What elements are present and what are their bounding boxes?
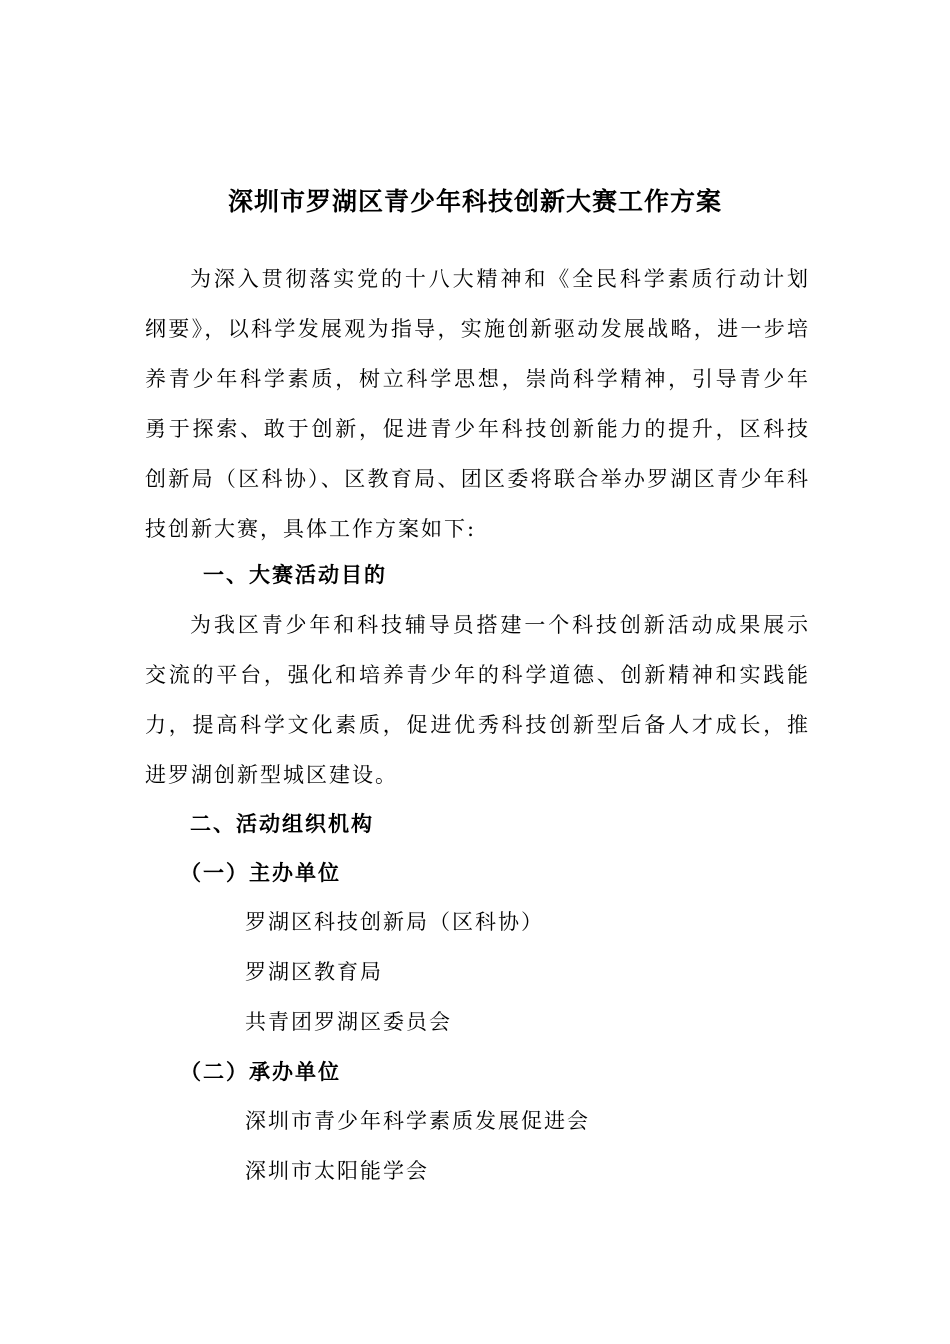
section1-heading: 一、大赛活动目的: [203, 562, 387, 587]
section2-heading: 二、活动组织机构: [190, 811, 374, 836]
host-item: 深圳市青少年科学素质发展促进会: [245, 1109, 590, 1133]
section1-paragraph: 为我区青少年和科技辅导员搭建一个科技创新活动成果展示交流的平台，强化和培养青少年的科学道德、创新精神和实践能力，提高科学文化素质，促进优秀科技创新型后备人才成长，推进罗湖创新型城区建设。: [145, 613, 810, 787]
organizer-item: 罗湖区教育局: [245, 960, 383, 984]
intro-paragraph: 为深入贯彻落实党的十八大精神和《全民科学素质行动计划纲要》，以科学发展观为指导，实施创新驱动发展战略，进一步培养青少年科学素质，树立科学思想，崇尚科学精神，引导青少年勇于探索、敢于创新，促进青少年科技创新能力的提升，区科技创新局（区科协）、区教育局、团区委将联合举办罗湖区青少年科技创新大赛，具体工作方案如下:: [145, 267, 810, 541]
organizer-item: 罗湖区科技创新局（区科协）: [245, 910, 544, 934]
hosts-heading: （二）承办单位: [180, 1059, 341, 1084]
organizers-heading: （一）主办单位: [180, 860, 341, 885]
host-item: 深圳市太阳能学会: [245, 1159, 429, 1183]
organizer-item: 共青团罗湖区委员会: [245, 1010, 452, 1034]
document-title: 深圳市罗湖区青少年科技创新大赛工作方案: [227, 187, 722, 216]
